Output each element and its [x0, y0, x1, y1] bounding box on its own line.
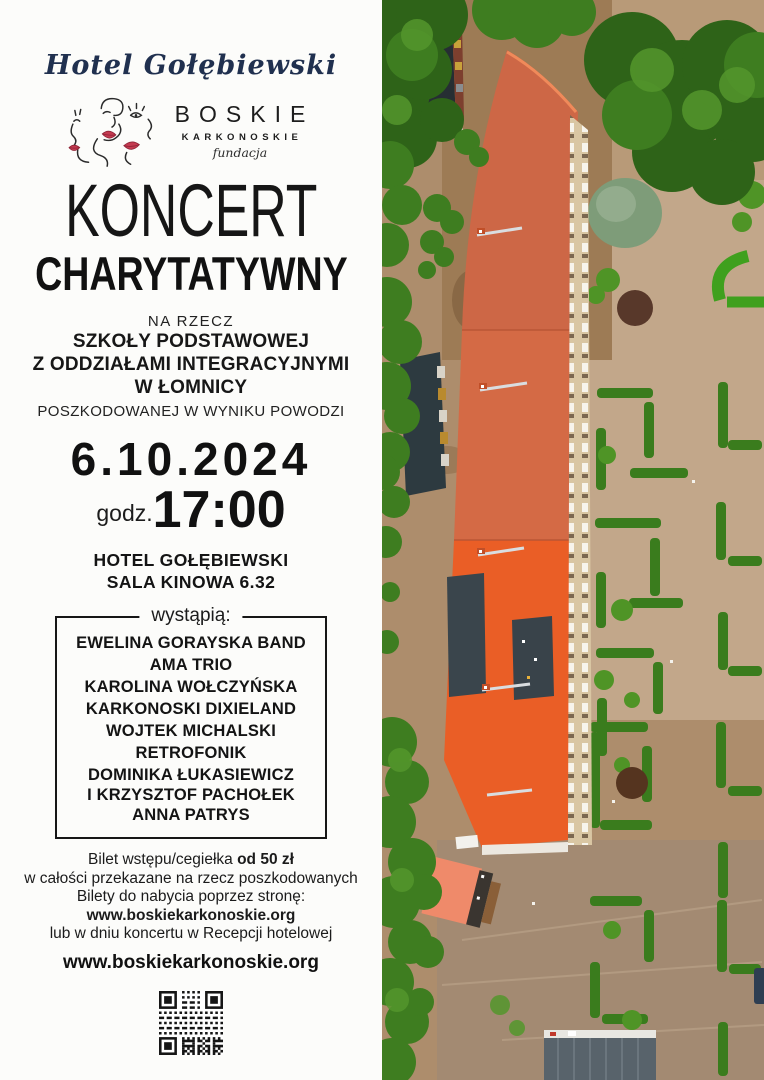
performer: KAROLINA WOŁCZYŃSKA [84, 678, 298, 696]
venue-block [93, 549, 288, 593]
event-date: 6.10.2024 [70, 433, 312, 485]
footer-website: www.boskiekarkonoskie.org [63, 951, 319, 973]
event-time-row [96, 481, 286, 539]
performer: KARKONOSKI DIXIELAND [85, 700, 297, 718]
venue-name: HOTEL GOŁĘBIEWSKI [93, 550, 289, 570]
event-time: 17:00 [152, 481, 286, 539]
beneficiary-outro: POSZKODOWANEJ W WYNIKU POWODZI [37, 403, 345, 420]
ticket-website: www.boskiekarkonoskie.org [86, 906, 296, 924]
performer: ANNA PATRYS [132, 806, 250, 824]
three-faces-line-art-icon [68, 93, 158, 167]
performer: EWELINA GORAYSKA BAND [76, 634, 306, 652]
ticket-info-line: Bilety do nabycia poprzez stronę: [76, 888, 306, 905]
poster-title-line1: KONCERT [64, 169, 318, 252]
beneficiary-line: Z ODDZIAŁAMI INTEGRACYJNYMI [32, 354, 350, 375]
poster-title-line2: CHARYTATYWNY [34, 247, 348, 300]
performer: DOMINIKA ŁUKASIEWICZ [88, 766, 294, 784]
dark-tree [616, 767, 648, 799]
ticket-info-line: lub w dniu koncertu w Recepcji hotelowej [49, 925, 333, 942]
dark-tree [617, 290, 653, 326]
foundation-subname: KARKONOSKIE [181, 131, 303, 143]
sage-tree [588, 178, 662, 248]
building-facade [568, 115, 592, 845]
aerial-flood-photo-illustration [382, 0, 764, 1080]
hotel-golebiewski-logo: Hotel Gołębiewski [44, 50, 338, 81]
performer: I KRZYSZTOF PACHOŁEK [87, 786, 295, 804]
ticket-info-line: w całości przekazane na rzecz poszkodowanych [24, 869, 358, 887]
boskie-karkonoskie-logo [68, 91, 315, 169]
beneficiary-block [33, 313, 350, 420]
bottom-gray-building [544, 1030, 656, 1080]
beneficiary-intro: NA RZECZ [147, 313, 235, 330]
performer: WOJTEK MICHALSKI [105, 722, 277, 740]
lineup-heading: wystąpią: [139, 605, 242, 627]
foundation-wordmark [166, 101, 315, 160]
white-van [455, 835, 478, 849]
venue-room: SALA KINOWA 6.32 [106, 572, 276, 592]
ticket-price-line: Bilet wstępu/cegiełka od 50 zł [88, 851, 294, 868]
beneficiary-line: W ŁOMNICY [134, 377, 248, 398]
beneficiary-line: SZKOŁY PODSTAWOWEJ [72, 331, 310, 352]
flood-aerial-photo [382, 0, 764, 1080]
performer: RETROFONIK [135, 744, 247, 762]
lineup-box [55, 605, 327, 839]
ticket-price: od 50 zł [237, 851, 294, 868]
foundation-tagline: fundacja [212, 144, 268, 160]
performer: AMA TRIO [149, 656, 233, 674]
ticket-info [24, 851, 357, 944]
time-label: godz. [96, 500, 153, 526]
car [754, 968, 764, 1004]
qr-code [159, 991, 223, 1055]
foundation-name: BOSKIE [174, 100, 315, 127]
